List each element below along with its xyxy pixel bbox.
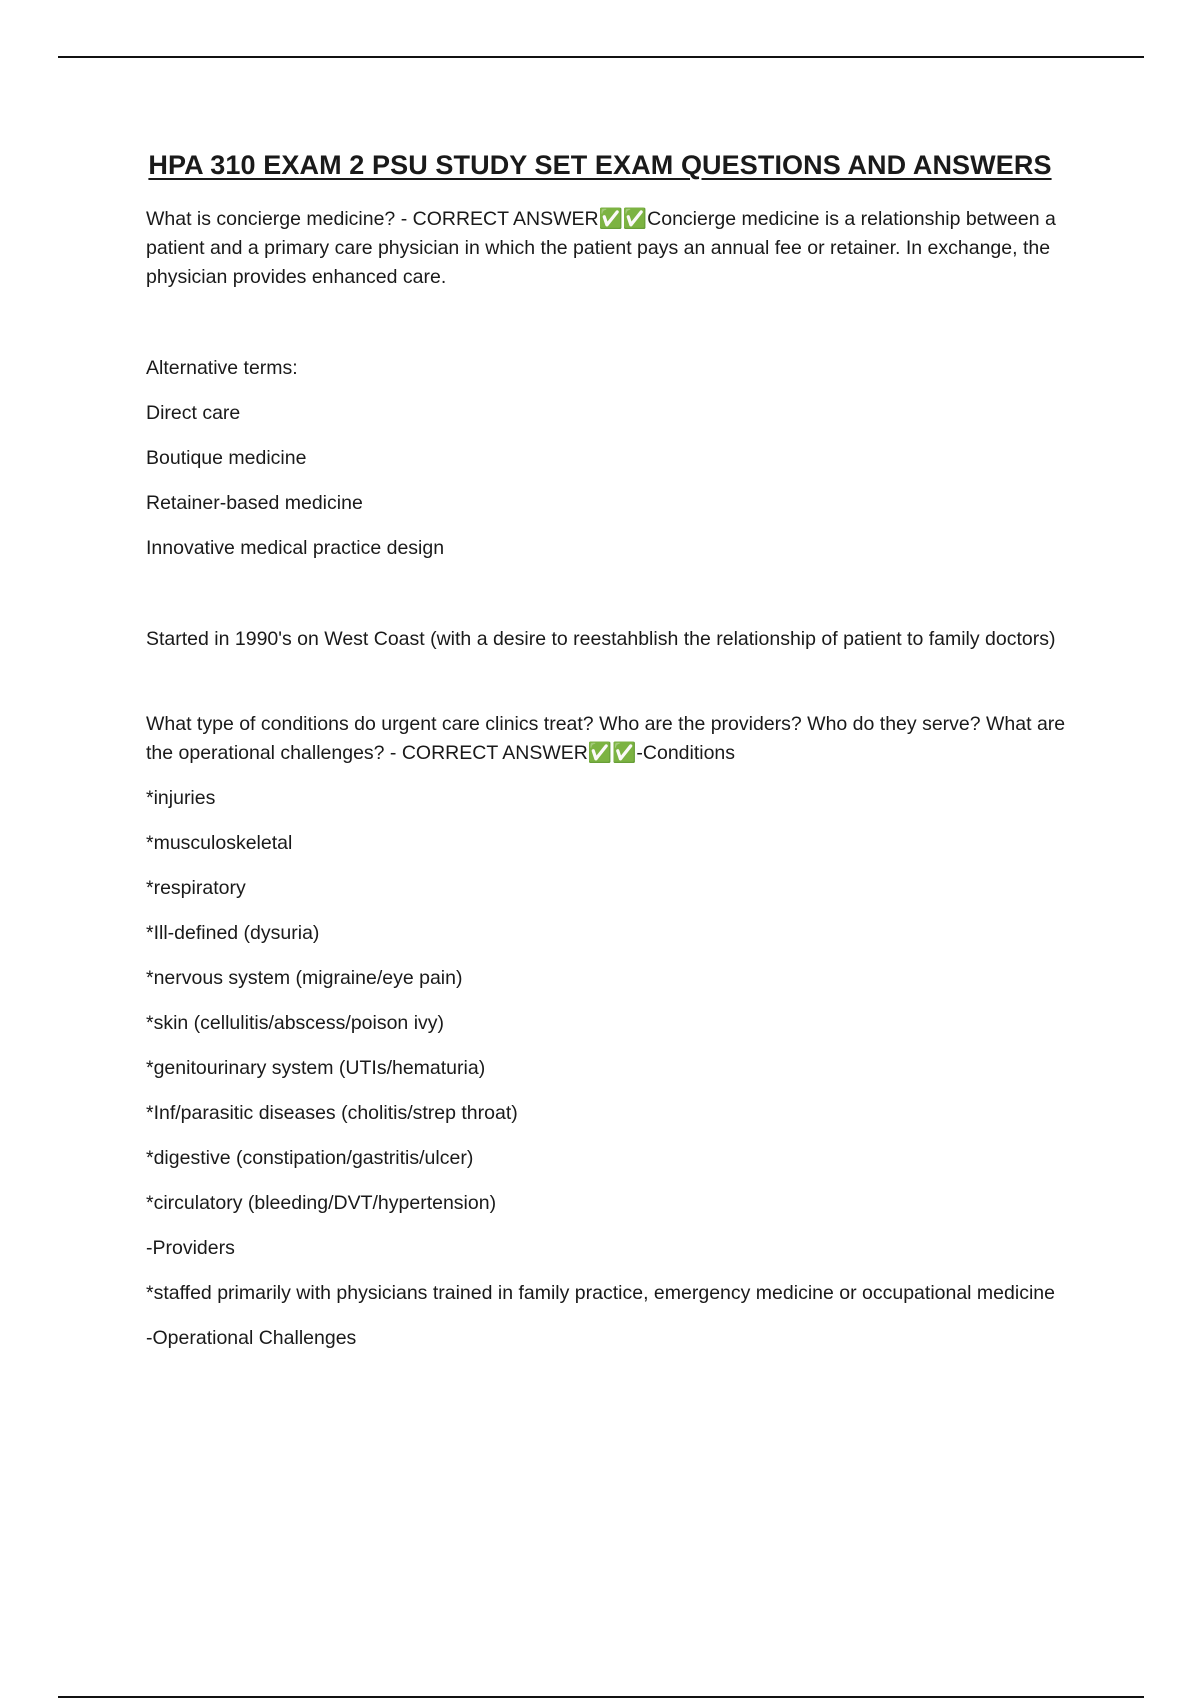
condition-item: *respiratory bbox=[146, 877, 246, 899]
alternative-terms-heading: Alternative terms: bbox=[146, 357, 298, 379]
providers-text: *staffed primarily with physicians trained in family practice, emergency medicine or occupational medicine bbox=[146, 1282, 1055, 1304]
providers-heading: -Providers bbox=[146, 1237, 235, 1259]
document-body bbox=[146, 205, 1086, 1369]
bottom-rule bbox=[58, 1696, 1144, 1698]
document-title: HPA 310 EXAM 2 PSU STUDY SET EXAM QUESTIONS AND ANSWERS bbox=[148, 150, 1052, 180]
condition-item: *nervous system (migraine/eye pain) bbox=[146, 967, 463, 989]
question-2-text: What type of conditions do urgent care clinics treat? Who are the providers? Who do they serve? What are the operational challenges? - CORRECT ANSWER✅✅-Conditions bbox=[146, 713, 1066, 764]
alt-term: Boutique medicine bbox=[146, 447, 307, 469]
question-1-text: What is concierge medicine? - CORRECT ANSWER✅✅Concierge medicine is a relationship between a patient and a primary care physician in which the patient pays an annual fee or retainer. In exchange, the physician provides enhanced care. bbox=[146, 208, 1056, 288]
condition-item: *injuries bbox=[146, 787, 216, 809]
alt-term: Retainer-based medicine bbox=[146, 492, 363, 514]
operational-challenges-heading: -Operational Challenges bbox=[146, 1327, 357, 1349]
condition-item: *Inf/parasitic diseases (cholitis/strep throat) bbox=[146, 1102, 518, 1124]
condition-item: *digestive (constipation/gastritis/ulcer) bbox=[146, 1147, 474, 1169]
condition-item: *circulatory (bleeding/DVT/hypertension) bbox=[146, 1192, 497, 1214]
alt-term: Direct care bbox=[146, 402, 241, 424]
condition-item: *genitourinary system (UTIs/hematuria) bbox=[146, 1057, 486, 1079]
condition-item: *skin (cellulitis/abscess/poison ivy) bbox=[146, 1012, 445, 1034]
alt-term: Innovative medical practice design bbox=[146, 537, 445, 559]
condition-item: *musculoskeletal bbox=[146, 832, 293, 854]
history-text: Started in 1990's on West Coast (with a desire to reestahblish the relationship of patient to family doctors) bbox=[146, 628, 1056, 650]
condition-item: *Ill-defined (dysuria) bbox=[146, 922, 320, 944]
top-rule bbox=[58, 56, 1144, 58]
